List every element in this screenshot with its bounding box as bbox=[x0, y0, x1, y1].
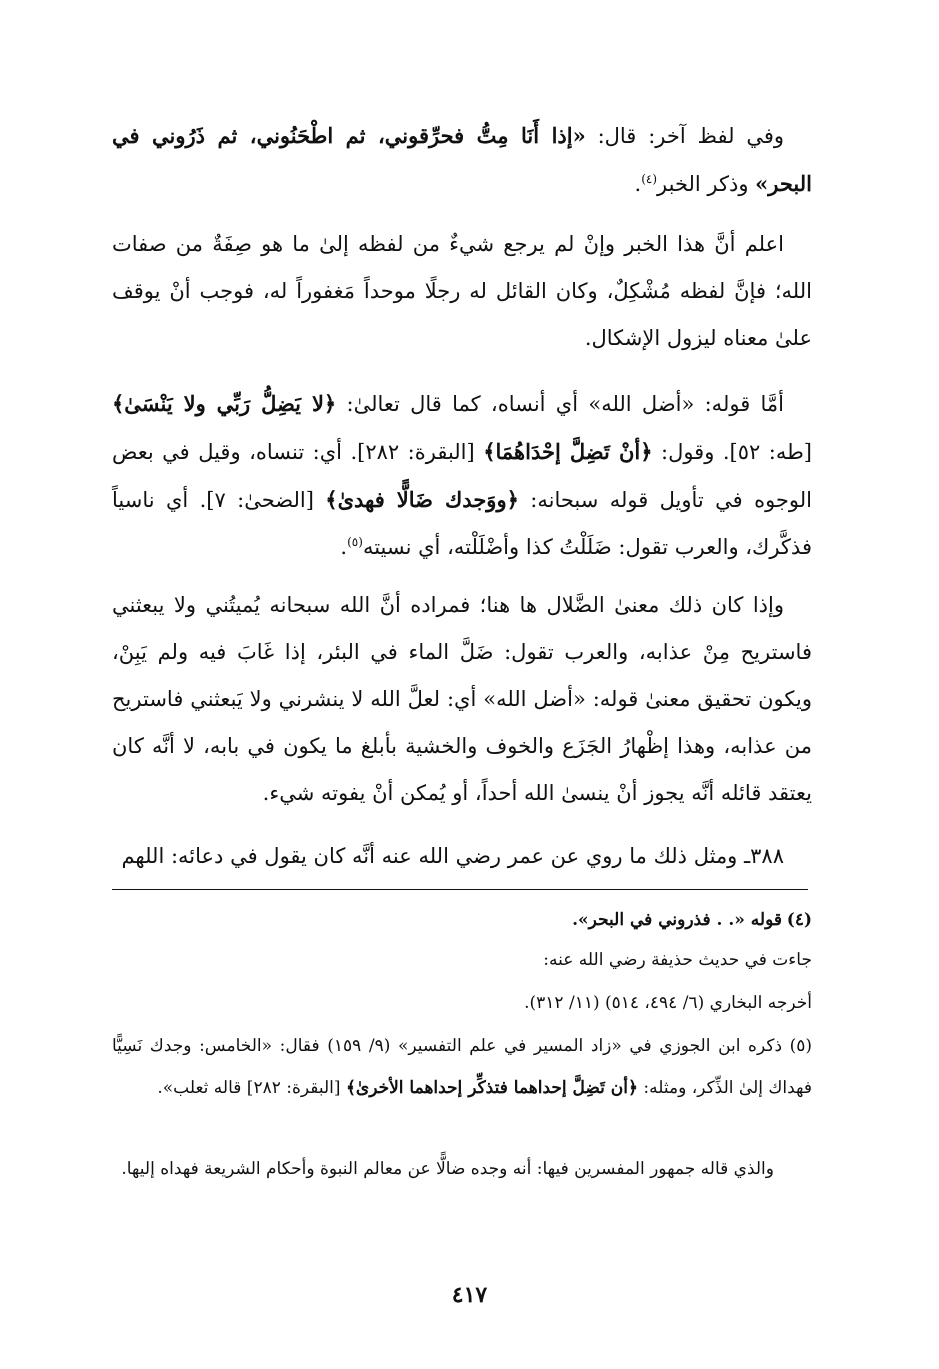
p3-text-e: . bbox=[340, 535, 348, 559]
footnote-ref-5: (٥) bbox=[347, 535, 363, 549]
quran-quote-3: ﴿ووَجدك ضَالًّا فهدىٰ﴾ bbox=[325, 487, 519, 512]
footnote-4-title-text: قوله «. . فذروني في البحر». bbox=[572, 910, 782, 930]
footnote-5-extra-text: والذي قاله جمهور المفسرين فيها: أنه وجده ضالًّا عن معالم النبوة وأحكام الشريعة فهداه إليها. bbox=[121, 1159, 774, 1179]
footnote-4-line-2-text: جاءت في حديث حذيفة رضي الله عنه: bbox=[543, 950, 812, 970]
p3-text-d: [الضحىٰ: ٧]. أي ناسياً فذكَّرك، والعرب تقول: ضَلَلْتُ كذا وأضْلَلْته، أي نسيته bbox=[112, 488, 812, 559]
p3-text-c: [البقرة: ٢٨٢]. أي: تنساه، وقيل في بعض الوجوه في تأويل قوله سبحانه: bbox=[112, 440, 812, 512]
footnote-4-line-2 bbox=[112, 940, 850, 980]
p3-text-a: أمَّا قوله: «أضل الله» أي أنساه، كما قال تعالىٰ: bbox=[336, 392, 784, 416]
p5-text: ٣٨٨ـ ومثل ذلك ما روي عن عمر رضي الله عنه أنَّه كان يقول في دعائه: اللهم bbox=[121, 844, 784, 868]
footnote-5 bbox=[112, 1025, 812, 1109]
footnote-5-number: (٥) bbox=[789, 1036, 813, 1056]
p4-text: وإذا كان ذلك معنىٰ الضَّلال ها هنا؛ فمراده أنَّ الله سبحانه يُميتُني ولا يبعثني فاستريح مِنْ عذابه، والعرب تقول: ضَلَّ الماء في البئر، إذا غَابَ فيه ولم يَبِنْ، ويكون تحقيق معنىٰ قوله: «أضل الله» أي: لعلَّ الله لا ينشرني ولا يَبعثني فاستريح من عذابه، وهذا إظْهارُ الجَزَع والخوف والخشية بأبلغ ما يكون في بابه، لا أنَّه كان يعتقد قائله أنَّه يجوز أنْ ينسىٰ الله أحداً، أو يُمكن أنْ يفوته شيء. bbox=[112, 593, 812, 805]
footnote-5-quran-quote: ﴿أن تَضِلَّ إحداهما فتذكِّر إحداهما الأخرىٰ﴾ bbox=[345, 1078, 638, 1098]
quran-quote-1: ﴿لا يَضِلُّ رَبِّي ولا يَنْسَىٰ﴾ bbox=[112, 391, 337, 416]
p1-text-c: وذكر الخبر bbox=[657, 172, 756, 196]
p1-text-d: . bbox=[634, 172, 642, 196]
footnote-ref-4: (٤) bbox=[641, 172, 658, 186]
footnote-5-extra bbox=[112, 1148, 812, 1190]
footnote-5-text-a: ذكره ابن الجوزي في «زاد المسير في علم التفسير» (٩/ ١٥٩) فقال: «الخامس: وجدك نَسِيًّا فهداك إلىٰ الذِّكر، ومثله: bbox=[112, 1036, 812, 1098]
hadith-quote: «إذا أَنَا مِتُّ فحرِّقوني، ثم اطْحَنُوني، ثم ذَرُوني في البحر» bbox=[112, 123, 812, 196]
footnote-divider bbox=[112, 889, 808, 890]
footnote-4-line-3 bbox=[112, 983, 850, 1023]
page-number: ٤١٧ bbox=[451, 1282, 488, 1308]
quran-quote-2: ﴿أنْ تَضِلَّ إحْدَاهُمَا﴾ bbox=[483, 439, 653, 464]
paragraph-5 bbox=[112, 833, 812, 880]
paragraph-3 bbox=[112, 380, 812, 571]
p2-text: اعلم أنَّ هذا الخبر وإنْ لم يرجع شيءٌ من لفظه إلىٰ ما هو صِفَةٌ من صفات الله؛ فإنَّ لفظه مُشْكِلٌ، وكان القائل له رجلًا موحداً مَغفوراً له، فوجب أنْ يوقف علىٰ معناه ليزول الإشكال. bbox=[112, 232, 812, 350]
p1-text-a: وفي لفظ آخر: قال: bbox=[585, 124, 785, 148]
footnote-4-number: (٤) bbox=[786, 910, 812, 930]
paragraph-4 bbox=[112, 582, 812, 817]
footnote-5-text-b: [البقرة: ٢٨٢] قاله ثعلب». bbox=[157, 1078, 346, 1098]
paragraph-2 bbox=[112, 221, 812, 362]
paragraph-1 bbox=[112, 112, 812, 208]
p3-text-b: [طه: ٥٢]. وقول: bbox=[652, 440, 812, 464]
footnote-4-title bbox=[112, 900, 812, 940]
footnote-4-line-3-text: أخرجه البخاري (٦/ ٤٩٤، ٥١٤) (١١/ ٣١٢). bbox=[524, 993, 812, 1013]
